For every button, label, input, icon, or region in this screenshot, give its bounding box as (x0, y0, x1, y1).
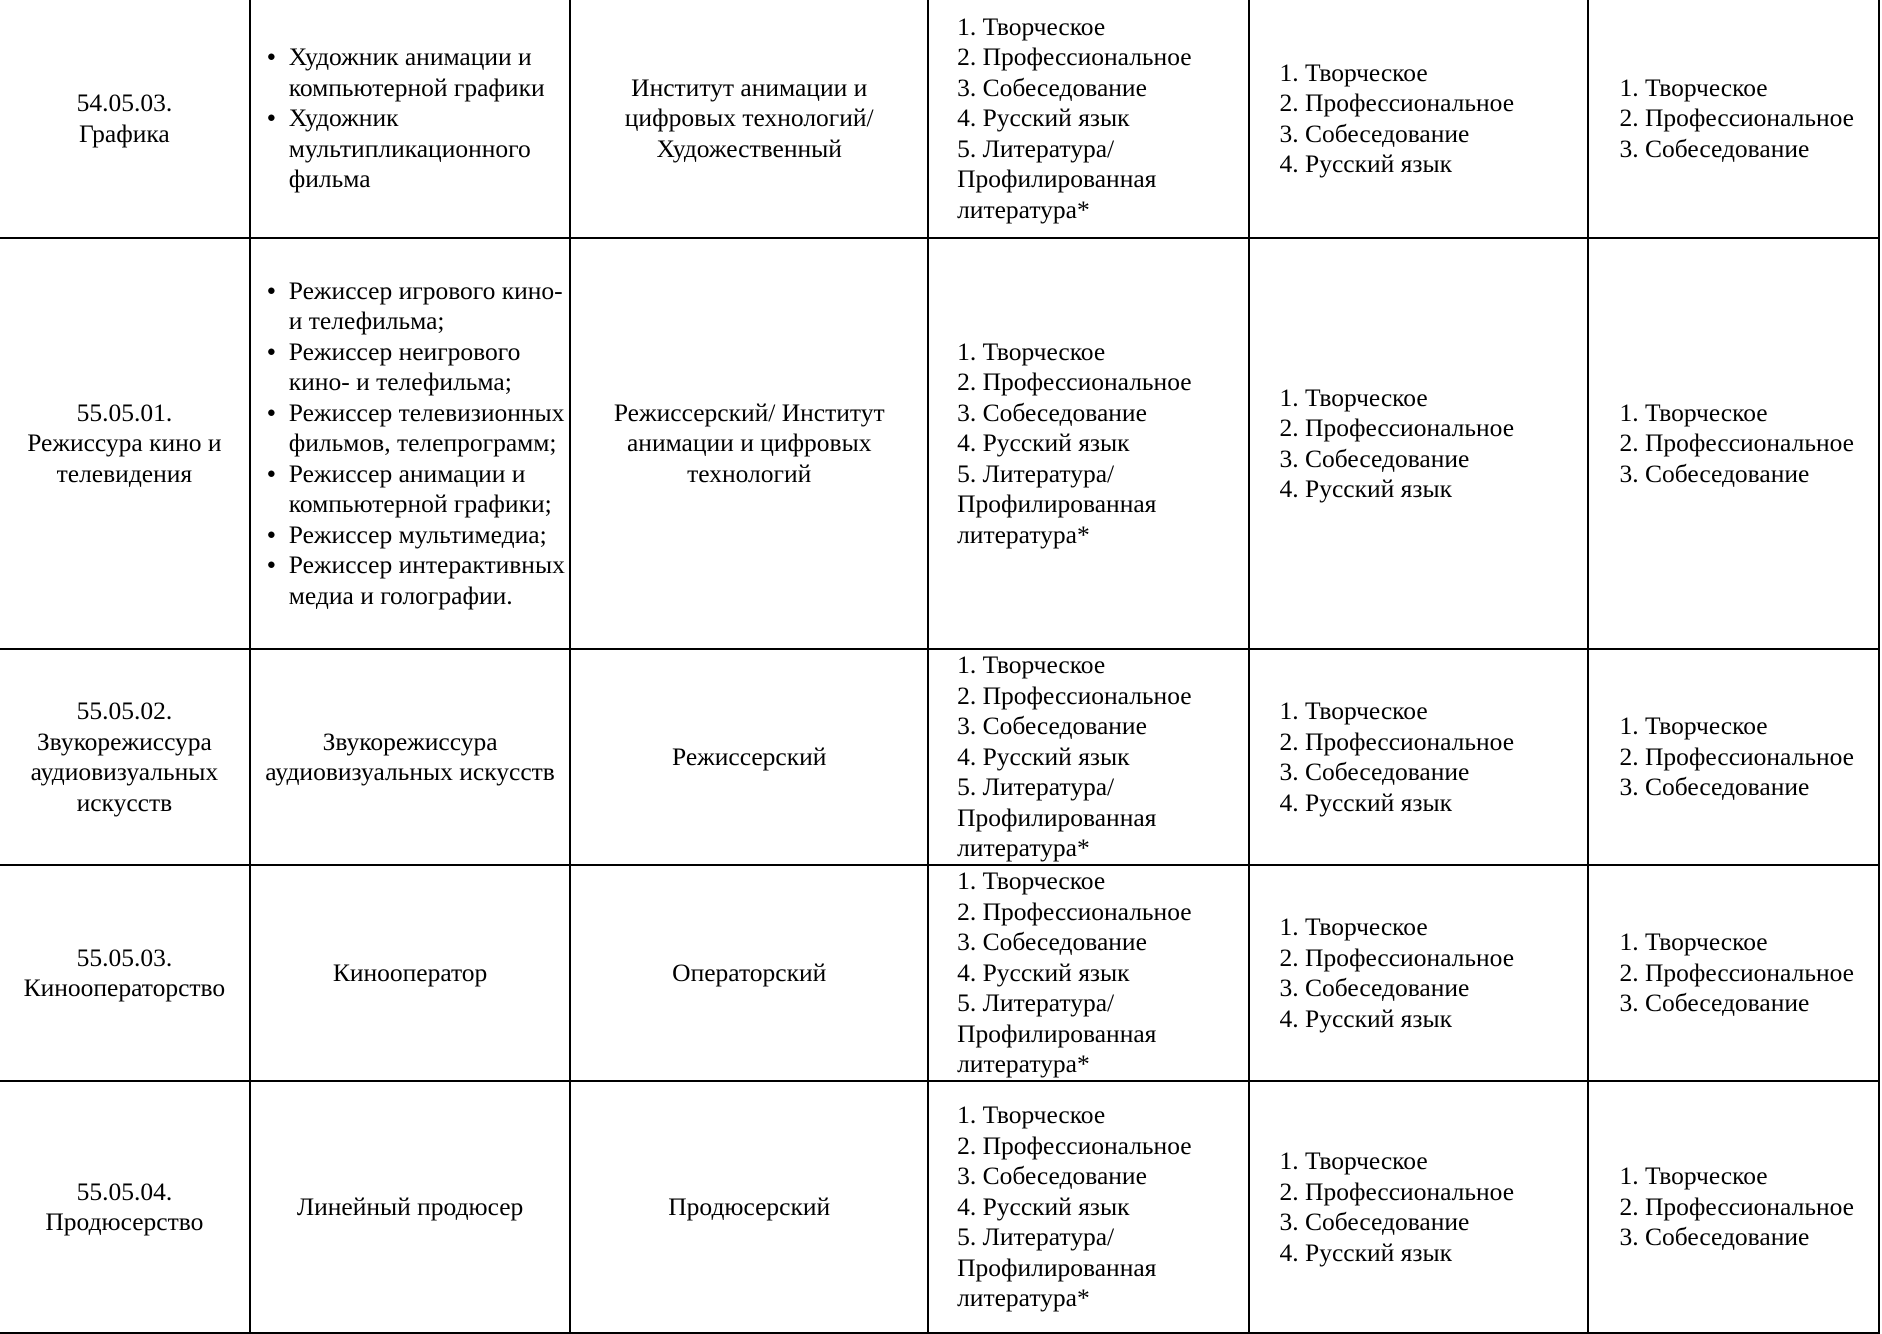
exam-list (1250, 58, 1588, 180)
exam-item: 1. Творческое (957, 866, 1106, 896)
exam-list (929, 866, 1247, 1080)
program-cell (0, 238, 250, 649)
exam-item: 3. Собеседование (957, 72, 1147, 102)
exams-col1-cell (928, 238, 1248, 649)
specialization-item: ● Режиссер мультимедиа; (267, 520, 570, 551)
exams-col1-cell (928, 649, 1248, 865)
faculty-name: Институт анимации и цифровых технологий/Художественный (624, 72, 874, 163)
program-name: Графика (79, 118, 170, 148)
exam-item: 3. Собеседование (957, 397, 1147, 427)
specialization-cell (250, 0, 571, 238)
exams-col2-cell (1249, 238, 1589, 649)
exam-item: 4. Русский язык (957, 741, 1130, 771)
exams-col1-cell (928, 0, 1248, 238)
exam-item: 4. Русский язык (1279, 474, 1452, 503)
program-cell (0, 0, 250, 238)
exam-item: 2. Профессиональное (957, 896, 1192, 926)
exam-item: 2. Профессиональное (957, 42, 1192, 72)
faculty-name: Операторский (672, 957, 827, 987)
exam-item: 3. Собеседование (1279, 973, 1470, 1002)
exam-item: 1. Творческое (1279, 912, 1428, 941)
specialization-cell (250, 1081, 571, 1333)
exam-item: 4. Русский язык (1279, 1003, 1452, 1033)
faculty-cell (570, 1081, 928, 1333)
exam-list (1589, 73, 1878, 165)
exam-list (1589, 1161, 1878, 1253)
exam-item: 3. Собеседование (1279, 757, 1470, 786)
faculty-cell (570, 865, 928, 1081)
exam-list (929, 12, 1247, 226)
faculty-name: Режиссерский/ Институт анимации и цифровых технологий (613, 397, 885, 488)
faculty-cell (570, 0, 928, 238)
exams-col2-cell (1249, 1081, 1589, 1333)
exam-item: 3. Собеседование (957, 711, 1147, 741)
exams-col3-cell (1588, 1081, 1879, 1333)
exam-item: 2. Профессиональное (1619, 1191, 1854, 1221)
exam-list (1250, 696, 1588, 818)
exam-item: 1. Творческое (1279, 382, 1428, 412)
specialization-list (251, 42, 570, 195)
specialization-item: ● Режиссер игрового кино- и телефильма; (267, 276, 570, 337)
exam-item: 1. Творческое (957, 336, 1106, 366)
exam-item: 3. Собеседование (1279, 443, 1470, 473)
exam-item: 2. Профессиональное (957, 680, 1192, 710)
exam-item: 4. Русский язык (1279, 1237, 1452, 1267)
table-row (0, 865, 1879, 1081)
exam-item: 3. Собеседование (1619, 458, 1810, 488)
exam-item: 2. Профессиональное (1279, 88, 1515, 117)
specialization-item: ● Художник анимации и компьютерной графики (267, 42, 570, 103)
exam-item: 5. Литература/ Профилированная литература* (957, 772, 1157, 863)
table-row (0, 238, 1879, 649)
exams-col3-cell (1588, 865, 1879, 1081)
faculty-cell (570, 238, 928, 649)
specialization-list (251, 276, 570, 612)
faculty-name: Продюсерский (668, 1191, 831, 1221)
exam-item: 4. Русский язык (957, 1191, 1130, 1221)
program-name: Режиссура кино и телевидения (27, 428, 222, 488)
table-row (0, 1081, 1879, 1333)
specialization-cell (250, 865, 571, 1081)
exams-col1-cell (928, 1081, 1248, 1333)
exam-item: 2. Профессиональное (1279, 726, 1515, 756)
exams-col2-cell (1249, 649, 1589, 865)
exam-item: 3. Собеседование (957, 1161, 1147, 1191)
specialization-item: ● Режиссер интерактивных медиа и голографии. (267, 550, 570, 611)
exam-item: 1. Творческое (1619, 927, 1768, 957)
exams-col2-cell (1249, 865, 1589, 1081)
exam-item: 1. Творческое (957, 650, 1106, 680)
exam-item: 5. Литература/ Профилированная литература* (957, 1222, 1157, 1313)
program-code: 54.05.03. (76, 88, 173, 117)
program-cell (0, 865, 250, 1081)
exams-col3-cell (1588, 238, 1879, 649)
program-code: 55.05.03. (76, 942, 173, 972)
exam-item: 3. Собеседование (1279, 118, 1470, 148)
specialization-text: Звукорежиссура аудиовизуальных искусств (265, 726, 555, 786)
exam-item: 3. Собеседование (1619, 988, 1810, 1018)
exam-item: 1. Творческое (1279, 696, 1428, 725)
program-cell (0, 649, 250, 865)
exam-item: 3. Собеседование (1619, 1222, 1810, 1252)
exam-item: 3. Собеседование (1279, 1207, 1470, 1236)
specialization-text: Кинооператор (332, 957, 488, 987)
exam-item: 1. Творческое (1619, 72, 1768, 102)
exam-item: 3. Собеседование (1619, 772, 1810, 802)
exam-item: 5. Литература/ Профилированная литература* (957, 988, 1157, 1079)
specialization-item: ● Режиссер анимации и компьютерной графики; (267, 459, 570, 520)
program-code: 55.05.04. (76, 1176, 173, 1206)
exam-item: 2. Профессиональное (1619, 957, 1854, 987)
specialization-item: ● Режиссер телевизионных фильмов, телепрограмм; (267, 398, 570, 459)
exam-list (929, 1100, 1247, 1314)
specialization-cell (250, 238, 571, 649)
exam-list (929, 650, 1247, 864)
exam-item: 1. Творческое (1279, 1146, 1428, 1175)
exam-item: 2. Профессиональное (1279, 942, 1515, 972)
exam-list (1589, 927, 1878, 1019)
exams-col3-cell (1588, 0, 1879, 238)
program-code: 55.05.02. (76, 696, 173, 725)
exam-item: 2. Профессиональное (1619, 103, 1854, 133)
exams-col1-cell (928, 865, 1248, 1081)
exams-col3-cell (1588, 649, 1879, 865)
exam-item: 2. Профессиональное (957, 367, 1192, 397)
exam-item: 1. Творческое (1619, 397, 1768, 427)
exam-list (929, 337, 1247, 551)
specialization-text: Линейный продюсер (296, 1191, 524, 1221)
program-name: Звукорежиссура аудиовизуальных искусств (30, 726, 219, 817)
exam-item: 4. Русский язык (1279, 787, 1452, 817)
exam-list (1250, 1146, 1588, 1268)
exam-list (1250, 383, 1588, 505)
exam-item: 1. Творческое (1619, 1161, 1768, 1191)
exam-item: 4. Русский язык (957, 103, 1130, 133)
exam-item: 1. Творческое (957, 11, 1106, 41)
exam-item: 3. Собеседование (1619, 133, 1810, 163)
faculty-name: Режиссерский (671, 741, 827, 771)
exam-item: 4. Русский язык (957, 957, 1130, 987)
program-name: Продюсерство (45, 1207, 204, 1236)
exam-list (1589, 398, 1878, 490)
exam-item: 1. Творческое (957, 1100, 1106, 1130)
exam-item: 1. Творческое (1279, 57, 1428, 87)
specialization-item: ● Режиссер неигрового кино- и телефильма; (267, 337, 570, 398)
exams-col2-cell (1249, 0, 1589, 238)
exam-item: 2. Профессиональное (957, 1130, 1192, 1160)
exam-list (1250, 912, 1588, 1034)
program-cell (0, 1081, 250, 1333)
exam-item: 2. Профессиональное (1279, 1176, 1515, 1206)
faculty-cell (570, 649, 928, 865)
program-name: Кинооператорство (23, 973, 226, 1002)
exam-item: 2. Профессиональное (1619, 741, 1854, 771)
table-row (0, 649, 1879, 865)
exam-item: 4. Русский язык (1279, 149, 1452, 178)
exam-item: 4. Русский язык (957, 428, 1130, 458)
exam-list (1589, 711, 1878, 803)
program-code: 55.05.01. (76, 397, 173, 427)
exam-item: 5. Литература/ Профилированная литература* (957, 133, 1157, 224)
table-row (0, 0, 1879, 238)
exam-item: 3. Собеседование (957, 927, 1147, 957)
exam-item: 1. Творческое (1619, 711, 1768, 741)
specialization-cell (250, 649, 571, 865)
exam-item: 2. Профессиональное (1279, 413, 1515, 442)
exam-item: 2. Профессиональное (1619, 428, 1854, 458)
specialization-item: ● Художник мультипликационного фильма (267, 103, 570, 195)
exam-item: 5. Литература/ Профилированная литература* (957, 458, 1157, 549)
